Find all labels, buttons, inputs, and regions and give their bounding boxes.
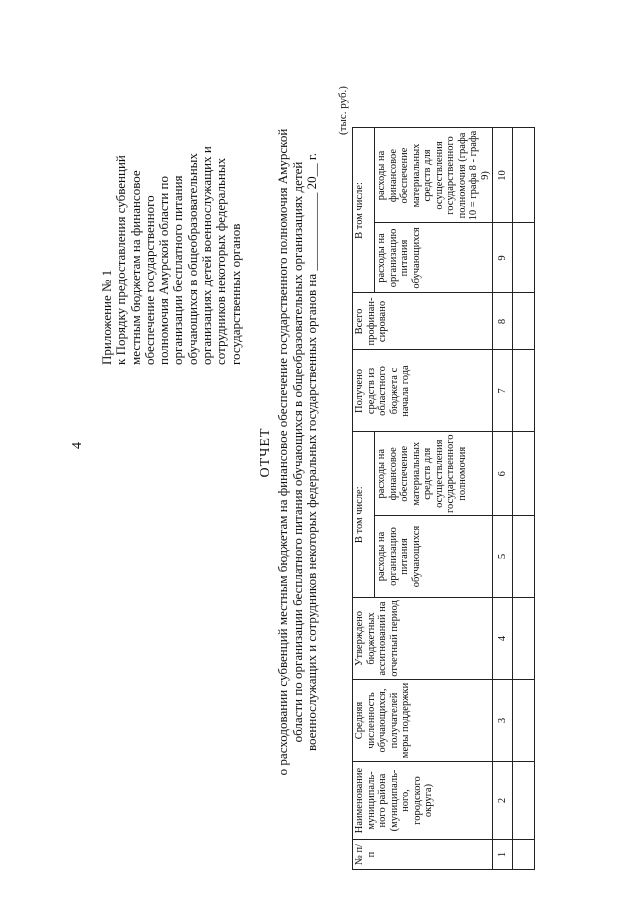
appendix-line: обучающихся в общеобразовательных — [184, 153, 200, 365]
empty-cell — [513, 680, 535, 762]
empty-cell — [513, 128, 535, 223]
report-title: ОТЧЕТ — [258, 427, 273, 478]
appendix-line: Приложение № 1 — [99, 269, 114, 365]
empty-cell — [513, 598, 535, 680]
empty-cell — [513, 840, 535, 870]
header-received: Получено средств из областного бюджета с начала года — [353, 350, 493, 432]
column-number: 9 — [493, 223, 513, 293]
report-subtitle — [276, 87, 320, 817]
header-financed: Всего профинан-сировано — [353, 293, 493, 350]
header-including-1: В том числе: — [353, 432, 375, 598]
column-number: 5 — [493, 516, 513, 598]
column-number: 6 — [493, 432, 513, 516]
column-number: 4 — [493, 598, 513, 680]
empty-cell — [513, 432, 535, 516]
empty-cell — [513, 762, 535, 840]
header-including-2: В том числе: — [353, 128, 375, 293]
column-number: 7 — [493, 350, 513, 432]
column-number: 3 — [493, 680, 513, 762]
table-row — [513, 128, 535, 870]
report-table — [352, 127, 535, 870]
column-number: 2 — [493, 762, 513, 840]
header-avg-count: Средняя численность обучающихся, получателей меры поддержки — [353, 680, 493, 762]
empty-cell — [513, 350, 535, 432]
header-material-expenses-2: расходы на финансовое обеспечение материальных средств для осуществления государственного полномочия (графа 10 = графа 8 - графа 9) — [375, 128, 493, 223]
appendix-line: обеспечение государственного — [141, 195, 157, 365]
header-num: № п/п — [353, 840, 493, 870]
appendix-line: местным бюджетам на финансовое — [127, 170, 143, 365]
appendix-line: организации бесплатного питания — [170, 175, 186, 365]
appendix-line: полномочия Амурской области по — [156, 175, 172, 365]
subtitle-line: военнослужащих и сотрудников некоторых федеральных государственных органов на ____________ 20__ г. — [304, 152, 319, 752]
empty-cell — [513, 223, 535, 293]
column-number: 1 — [493, 840, 513, 870]
header-row — [353, 128, 375, 870]
empty-cell — [513, 293, 535, 350]
appendix-line: к Порядку предоставления субвенций — [113, 155, 129, 365]
subtitle-line: области по организации бесплатного питания обучающихся в общеобразовательных организациях детей — [289, 161, 305, 743]
subtitle-line: о расходовании субвенций местным бюджетам на финансовое обеспечение государственного полномочия Амурской — [275, 128, 290, 776]
column-number: 8 — [493, 293, 513, 350]
appendix-line: сотрудников некоторых федеральных — [213, 157, 229, 365]
appendix-block — [100, 55, 243, 365]
header-approved: Утверждено бюджетных ассигнований на отчетный период — [353, 598, 493, 680]
appendix-line: государственных органов — [227, 223, 243, 365]
header-municipality: Наименование муниципаль-ного района (муниципаль-ного, городского округа) — [353, 762, 493, 840]
header-material-expenses: расходы на финансовое обеспечение материальных средств для осуществления государственного полномочия — [375, 432, 493, 516]
units-label: (тыс. руб.) — [337, 86, 349, 135]
appendix-line: организациях детей военнослужащих и — [199, 146, 215, 365]
page-number: 4 — [70, 442, 85, 449]
column-number: 10 — [493, 128, 513, 223]
column-number-row — [493, 128, 513, 870]
header-food-expenses-2: расходы на организацию питания обучающихся — [375, 223, 493, 293]
empty-cell — [513, 516, 535, 598]
header-food-expenses: расходы на организацию питания обучающихся — [375, 516, 493, 598]
